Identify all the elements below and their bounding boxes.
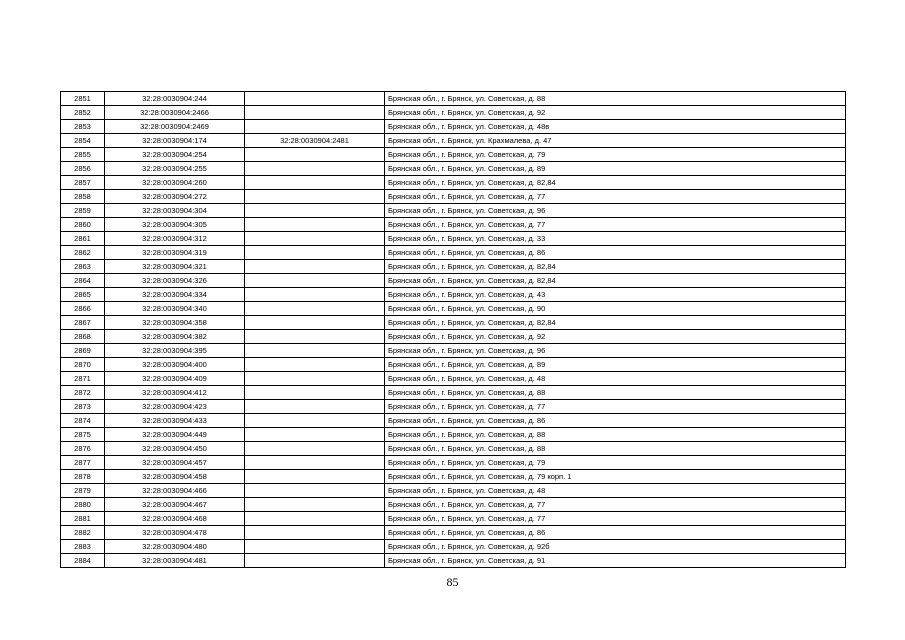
row-number-cell: 2874 bbox=[61, 414, 105, 428]
table-row bbox=[61, 232, 846, 246]
table-row bbox=[61, 386, 846, 400]
related-cadastral-number-cell bbox=[245, 456, 385, 470]
row-number-cell: 2864 bbox=[61, 274, 105, 288]
row-number-cell: 2853 bbox=[61, 120, 105, 134]
related-cadastral-number-cell bbox=[245, 498, 385, 512]
address-cell: Брянская обл., г. Брянск, ул. Советская, д. 79 bbox=[385, 148, 846, 162]
cadastral-number-cell: 32:28:0030904:478 bbox=[105, 526, 245, 540]
row-number-cell: 2852 bbox=[61, 106, 105, 120]
cadastral-number-cell: 32:28:0030904:400 bbox=[105, 358, 245, 372]
table-row bbox=[61, 470, 846, 484]
table-row bbox=[61, 274, 846, 288]
related-cadastral-number-cell bbox=[245, 386, 385, 400]
address-cell: Брянская обл., г. Брянск, ул. Советская, д. 79 корп. 1 bbox=[385, 470, 846, 484]
address-cell: Брянская обл., г. Брянск, ул. Советская, д. 89 bbox=[385, 358, 846, 372]
table-row bbox=[61, 288, 846, 302]
table-row bbox=[61, 134, 846, 148]
address-cell: Брянская обл., г. Брянск, ул. Советская, д. 92 bbox=[385, 330, 846, 344]
address-cell: Брянская обл., г. Брянск, ул. Советская, д. 77 bbox=[385, 400, 846, 414]
page-number: 85 bbox=[446, 575, 459, 589]
cadastral-number-cell: 32:28:0030904:304 bbox=[105, 204, 245, 218]
table-row bbox=[61, 120, 846, 134]
cadastral-number-cell: 32:28:0030904:433 bbox=[105, 414, 245, 428]
related-cadastral-number-cell bbox=[245, 204, 385, 218]
cadastral-number-cell: 32:28:0030904:255 bbox=[105, 162, 245, 176]
row-number-cell: 2877 bbox=[61, 456, 105, 470]
row-number-cell: 2882 bbox=[61, 526, 105, 540]
table-row bbox=[61, 414, 846, 428]
row-number-cell: 2868 bbox=[61, 330, 105, 344]
cadastral-number-cell: 32:28:0030904:244 bbox=[105, 92, 245, 106]
row-number-cell: 2861 bbox=[61, 232, 105, 246]
row-number-cell: 2878 bbox=[61, 470, 105, 484]
cadastral-number-cell: 32:28:0030904:412 bbox=[105, 386, 245, 400]
table-row bbox=[61, 484, 846, 498]
address-cell: Брянская обл., г. Брянск, ул. Советская, д. 77 bbox=[385, 498, 846, 512]
related-cadastral-number-cell bbox=[245, 218, 385, 232]
address-cell: Брянская обл., г. Брянск, ул. Советская, д. 48 bbox=[385, 484, 846, 498]
related-cadastral-number-cell bbox=[245, 372, 385, 386]
related-cadastral-number-cell bbox=[245, 512, 385, 526]
cadastral-number-cell: 32:28:0030904:2466 bbox=[105, 106, 245, 120]
cadastral-number-cell: 32:28:0030904:174 bbox=[105, 134, 245, 148]
cadastral-number-cell: 32:28:0030904:334 bbox=[105, 288, 245, 302]
row-number-cell: 2875 bbox=[61, 428, 105, 442]
address-cell: Брянская обл., г. Брянск, ул. Советская, д. 48в bbox=[385, 120, 846, 134]
table-row bbox=[61, 148, 846, 162]
row-number-cell: 2859 bbox=[61, 204, 105, 218]
address-cell: Брянская обл., г. Брянск, ул. Советская, д. 82,84 bbox=[385, 316, 846, 330]
address-cell: Брянская обл., г. Брянск, ул. Советская, д. 82,84 bbox=[385, 176, 846, 190]
table-row bbox=[61, 316, 846, 330]
address-cell: Брянская обл., г. Брянск, ул. Советская, д. 92 bbox=[385, 106, 846, 120]
cadastral-number-cell: 32:28:0030904:382 bbox=[105, 330, 245, 344]
cadastral-number-cell: 32:28:0030904:260 bbox=[105, 176, 245, 190]
cadastral-number-cell: 32:28:0030904:458 bbox=[105, 470, 245, 484]
related-cadastral-number-cell bbox=[245, 484, 385, 498]
address-cell: Брянская обл., г. Брянск, ул. Советская, д. 82,84 bbox=[385, 274, 846, 288]
row-number-cell: 2869 bbox=[61, 344, 105, 358]
address-cell: Брянская обл., г. Брянск, ул. Советская, д. 92б bbox=[385, 540, 846, 554]
table-row bbox=[61, 246, 846, 260]
table-row bbox=[61, 92, 846, 106]
related-cadastral-number-cell bbox=[245, 176, 385, 190]
related-cadastral-number-cell bbox=[245, 414, 385, 428]
related-cadastral-number-cell bbox=[245, 540, 385, 554]
row-number-cell: 2876 bbox=[61, 442, 105, 456]
table-row bbox=[61, 162, 846, 176]
table-row bbox=[61, 372, 846, 386]
cadastral-number-cell: 32:28:0030904:450 bbox=[105, 442, 245, 456]
address-cell: Брянская обл., г. Брянск, ул. Советская, д. 43 bbox=[385, 288, 846, 302]
row-number-cell: 2873 bbox=[61, 400, 105, 414]
address-cell: Брянская обл., г. Брянск, ул. Советская, д. 88 bbox=[385, 386, 846, 400]
address-cell: Брянская обл., г. Брянск, ул. Советская, д. 96 bbox=[385, 344, 846, 358]
row-number-cell: 2857 bbox=[61, 176, 105, 190]
table-row bbox=[61, 330, 846, 344]
address-cell: Брянская обл., г. Брянск, ул. Советская, д. 96 bbox=[385, 204, 846, 218]
cadastral-number-cell: 32:28:0030904:468 bbox=[105, 512, 245, 526]
related-cadastral-number-cell bbox=[245, 120, 385, 134]
related-cadastral-number-cell bbox=[245, 190, 385, 204]
table-row bbox=[61, 512, 846, 526]
related-cadastral-number-cell bbox=[245, 400, 385, 414]
row-number-cell: 2879 bbox=[61, 484, 105, 498]
table-row bbox=[61, 218, 846, 232]
address-cell: Брянская обл., г. Брянск, ул. Советская, д. 82,84 bbox=[385, 260, 846, 274]
cadastral-number-cell: 32:28:0030904:409 bbox=[105, 372, 245, 386]
related-cadastral-number-cell bbox=[245, 526, 385, 540]
related-cadastral-number-cell bbox=[245, 162, 385, 176]
row-number-cell: 2851 bbox=[61, 92, 105, 106]
table-row bbox=[61, 106, 846, 120]
row-number-cell: 2860 bbox=[61, 218, 105, 232]
related-cadastral-number-cell bbox=[245, 554, 385, 568]
related-cadastral-number-cell bbox=[245, 232, 385, 246]
row-number-cell: 2855 bbox=[61, 148, 105, 162]
related-cadastral-number-cell: 32:28:0030904:2481 bbox=[245, 134, 385, 148]
address-cell: Брянская обл., г. Брянск, ул. Советская, д. 77 bbox=[385, 512, 846, 526]
related-cadastral-number-cell bbox=[245, 470, 385, 484]
related-cadastral-number-cell bbox=[245, 316, 385, 330]
related-cadastral-number-cell bbox=[245, 92, 385, 106]
address-cell: Брянская обл., г. Брянск, ул. Советская, д. 33 bbox=[385, 232, 846, 246]
table-row bbox=[61, 498, 846, 512]
table-row bbox=[61, 344, 846, 358]
related-cadastral-number-cell bbox=[245, 106, 385, 120]
address-cell: Брянская обл., г. Брянск, ул. Советская, д. 90 bbox=[385, 302, 846, 316]
row-number-cell: 2858 bbox=[61, 190, 105, 204]
row-number-cell: 2881 bbox=[61, 512, 105, 526]
cadastral-number-cell: 32:28:0030904:2469 bbox=[105, 120, 245, 134]
address-cell: Брянская обл., г. Брянск, ул. Советская, д. 88 bbox=[385, 92, 846, 106]
cadastral-number-cell: 32:28:0030904:340 bbox=[105, 302, 245, 316]
table-row bbox=[61, 554, 846, 568]
table-row bbox=[61, 442, 846, 456]
address-cell: Брянская обл., г. Брянск, ул. Крахмалева, д. 47 bbox=[385, 134, 846, 148]
row-number-cell: 2856 bbox=[61, 162, 105, 176]
cadastral-number-cell: 32:28:0030904:254 bbox=[105, 148, 245, 162]
related-cadastral-number-cell bbox=[245, 442, 385, 456]
table-row bbox=[61, 456, 846, 470]
row-number-cell: 2883 bbox=[61, 540, 105, 554]
row-number-cell: 2871 bbox=[61, 372, 105, 386]
row-number-cell: 2866 bbox=[61, 302, 105, 316]
related-cadastral-number-cell bbox=[245, 274, 385, 288]
table-row bbox=[61, 400, 846, 414]
table-row bbox=[61, 302, 846, 316]
address-cell: Брянская обл., г. Брянск, ул. Советская, д. 88 bbox=[385, 428, 846, 442]
row-number-cell: 2884 bbox=[61, 554, 105, 568]
address-cell: Брянская обл., г. Брянск, ул. Советская, д. 86 bbox=[385, 526, 846, 540]
table-row bbox=[61, 526, 846, 540]
related-cadastral-number-cell bbox=[245, 358, 385, 372]
row-number-cell: 2854 bbox=[61, 134, 105, 148]
address-cell: Брянская обл., г. Брянск, ул. Советская, д. 91 bbox=[385, 554, 846, 568]
cadastral-number-cell: 32:28:0030904:480 bbox=[105, 540, 245, 554]
cadastral-number-cell: 32:28:0030904:449 bbox=[105, 428, 245, 442]
address-cell: Брянская обл., г. Брянск, ул. Советская, д. 79 bbox=[385, 456, 846, 470]
row-number-cell: 2863 bbox=[61, 260, 105, 274]
cadastral-number-cell: 32:28:0030904:326 bbox=[105, 274, 245, 288]
row-number-cell: 2872 bbox=[61, 386, 105, 400]
related-cadastral-number-cell bbox=[245, 428, 385, 442]
cadastral-number-cell: 32:28:0030904:466 bbox=[105, 484, 245, 498]
registry-table bbox=[60, 91, 846, 568]
row-number-cell: 2865 bbox=[61, 288, 105, 302]
registry-table-body bbox=[61, 92, 846, 568]
related-cadastral-number-cell bbox=[245, 330, 385, 344]
table-row bbox=[61, 358, 846, 372]
cadastral-number-cell: 32:28:0030904:319 bbox=[105, 246, 245, 260]
row-number-cell: 2862 bbox=[61, 246, 105, 260]
table-row bbox=[61, 540, 846, 554]
address-cell: Брянская обл., г. Брянск, ул. Советская, д. 48 bbox=[385, 372, 846, 386]
table-row bbox=[61, 428, 846, 442]
cadastral-number-cell: 32:28:0030904:272 bbox=[105, 190, 245, 204]
cadastral-number-cell: 32:28:0030904:457 bbox=[105, 456, 245, 470]
related-cadastral-number-cell bbox=[245, 302, 385, 316]
table-row bbox=[61, 260, 846, 274]
cadastral-number-cell: 32:28:0030904:358 bbox=[105, 316, 245, 330]
address-cell: Брянская обл., г. Брянск, ул. Советская, д. 86 bbox=[385, 246, 846, 260]
cadastral-number-cell: 32:28:0030904:467 bbox=[105, 498, 245, 512]
cadastral-number-cell: 32:28:0030904:305 bbox=[105, 218, 245, 232]
table-row bbox=[61, 190, 846, 204]
cadastral-number-cell: 32:28:0030904:395 bbox=[105, 344, 245, 358]
related-cadastral-number-cell bbox=[245, 288, 385, 302]
cadastral-number-cell: 32:28:0030904:312 bbox=[105, 232, 245, 246]
related-cadastral-number-cell bbox=[245, 344, 385, 358]
row-number-cell: 2867 bbox=[61, 316, 105, 330]
address-cell: Брянская обл., г. Брянск, ул. Советская, д. 86 bbox=[385, 414, 846, 428]
related-cadastral-number-cell bbox=[245, 246, 385, 260]
address-cell: Брянская обл., г. Брянск, ул. Советская, д. 77 bbox=[385, 190, 846, 204]
row-number-cell: 2870 bbox=[61, 358, 105, 372]
table-row bbox=[61, 204, 846, 218]
cadastral-number-cell: 32:28:0030904:481 bbox=[105, 554, 245, 568]
related-cadastral-number-cell bbox=[245, 260, 385, 274]
related-cadastral-number-cell bbox=[245, 148, 385, 162]
table-row bbox=[61, 176, 846, 190]
address-cell: Брянская обл., г. Брянск, ул. Советская, д. 77 bbox=[385, 218, 846, 232]
cadastral-number-cell: 32:28:0030904:423 bbox=[105, 400, 245, 414]
row-number-cell: 2880 bbox=[61, 498, 105, 512]
cadastral-number-cell: 32:28:0030904:321 bbox=[105, 260, 245, 274]
address-cell: Брянская обл., г. Брянск, ул. Советская, д. 88 bbox=[385, 442, 846, 456]
address-cell: Брянская обл., г. Брянск, ул. Советская, д. 89 bbox=[385, 162, 846, 176]
